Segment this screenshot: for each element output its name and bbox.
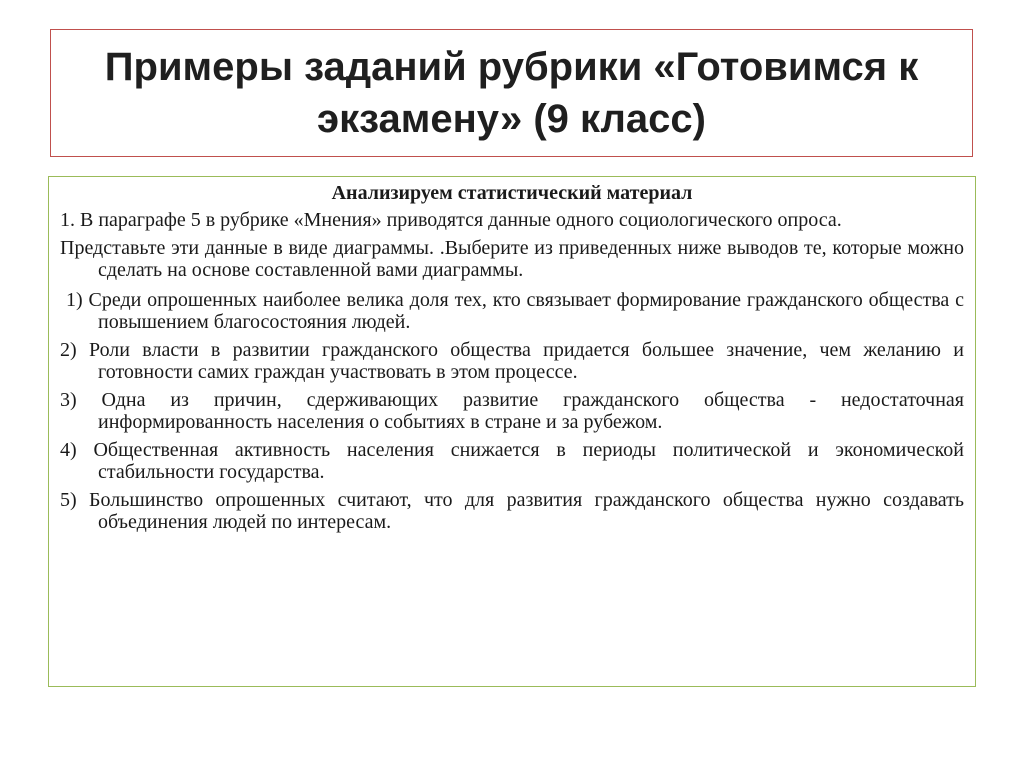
conclusion-item-1: 1) Среди опрошенных наиболее велика доля тех, кто связывает формирование гражданского общества с повышением благосостояния людей. — [66, 289, 964, 333]
conclusion-item-5: 5) Большинство опрошенных считают, что для развития гражданского общества нужно создавать объединения людей по интересам. — [60, 489, 964, 533]
conclusion-item-3: 3) Одна из причин, сдерживающих развитие гражданского общества - недостаточная информированность населения о событиях в стране и за рубежом. — [60, 389, 964, 433]
section-heading: Анализируем статистический материал — [331, 182, 693, 204]
slide-title: Примеры заданий рубрики «Готовимся к экзамену» (9 класс) — [104, 45, 919, 141]
instruction-paragraph: Представьте эти данные в виде диаграммы. .Выберите из приведенных ниже выводов те, которые можно сделать на основе составленной вами диаграммы. — [60, 237, 964, 281]
title-box — [50, 29, 973, 157]
conclusion-item-4: 4) Общественная активность населения снижается в периоды политической и экономической стабильности государства. — [60, 439, 964, 483]
content-box — [48, 176, 976, 687]
task-paragraph: 1. В параграфе 5 в рубрике «Мнения» приводятся данные одного социологического опроса. — [60, 209, 842, 231]
conclusion-item-2: 2) Роли власти в развитии гражданского общества придается большее значение, чем желанию и готовности самих граждан участвовать в этом процессе. — [60, 339, 964, 383]
